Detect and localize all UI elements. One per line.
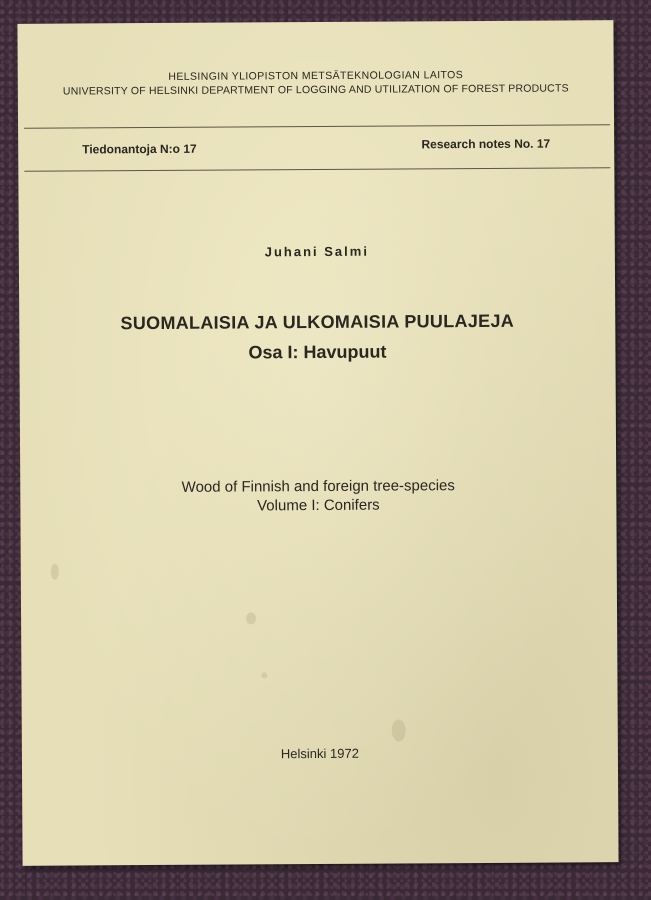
top-divider: [24, 124, 610, 129]
series-number-english: Research notes No. 17: [421, 136, 551, 152]
paper-stain: [51, 564, 59, 580]
book-cover: [17, 20, 618, 866]
subtitle-finnish: Osa I: Havupuut: [248, 341, 387, 363]
series-number-finnish: Tiedonantoja N:o 17: [82, 141, 197, 157]
subtitle-english: Volume I: Conifers: [257, 496, 380, 515]
bottom-divider: [24, 167, 610, 172]
department-finnish: HELSINGIN YLIOPISTON METSÄTEKNOLOGIAN LAITOS: [168, 69, 464, 83]
paper-stain: [246, 612, 256, 624]
title-finnish: SUOMALAISIA JA ULKOMAISIA PUULAJEJA: [120, 310, 515, 334]
title-english: Wood of Finnish and foreign tree-species: [181, 477, 455, 496]
department-english: UNIVERSITY OF HELSINKI DEPARTMENT OF LOGGING AND UTILIZATION OF FOREST PRODUCTS: [62, 82, 569, 98]
author-name: Juhani Salmi: [264, 243, 369, 260]
paper-stain: [392, 719, 406, 741]
imprint: Helsinki 1972: [280, 745, 359, 762]
paper-stain: [261, 672, 267, 678]
